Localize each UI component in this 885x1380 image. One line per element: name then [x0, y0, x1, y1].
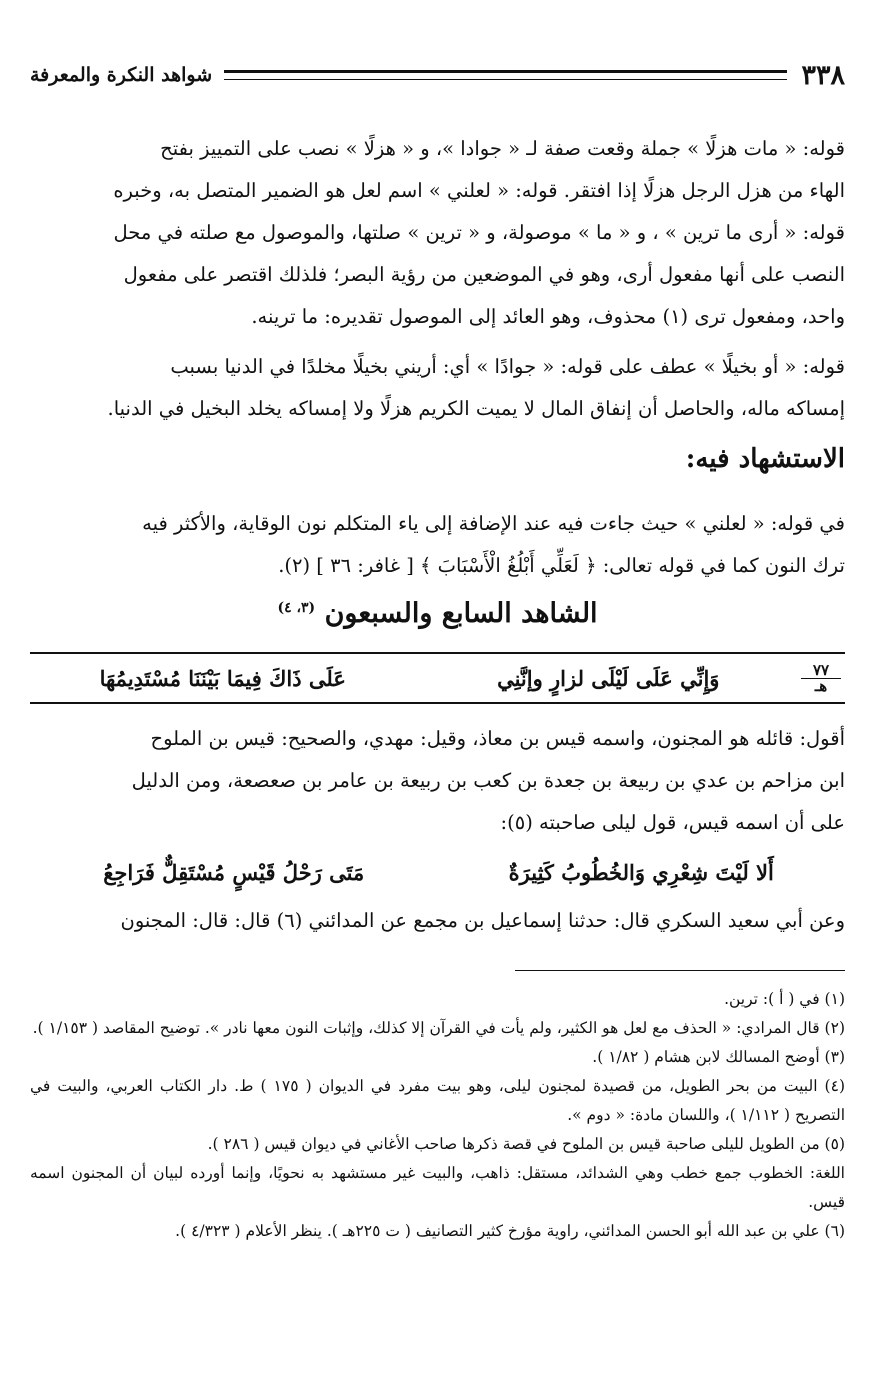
footnote-5: (٥) من الطويل لليلى صاحبة قيس بن الملوح في قصة ذكرها صاحب الأغاني في ديوان قيس ( ٢٨٦ ). — [207, 1135, 845, 1153]
poem-verse — [30, 851, 845, 893]
footnote-5-language-note: اللغة: الخطوب جمع خطب وهي الشدائد، مستقل: ذاهب، والبيت غير مستشهد به نحويًا، وإنما أورده لبيان أن المجنون اسمه قيس. — [30, 1164, 845, 1211]
text-line: ترك النون كما في قوله تعالى: ﴿ لَعَلِّي أَبْلُغُ الْأَسْبَابَ ﴾ [ غافر: ٣٦ ] (٢). — [278, 554, 845, 577]
text-line: النصب على أنها مفعول أرى، وهو في الموضعين من رؤية البصر؛ فلذلك اقتصر على مفعول — [123, 263, 845, 286]
verse-77 — [30, 652, 845, 704]
text-line: الهاء من هزل الرجل هزلًا إذا افتقر. قوله: « لعلني » اسم لعل هو الضمير المتصل به، وخبره — [113, 179, 845, 202]
first-hemistich: وَإِنِّي عَلَى لَيْلَى لزارٍ وإنَّنِي — [497, 665, 720, 691]
text-line-content: أقول: قائله هو المجنون، واسمه قيس بن معاذ، وقيل: مهدي، والصحيح: قيس بن الملوح — [150, 727, 845, 750]
running-title: شواهد النكرة والمعرفة — [30, 64, 213, 86]
footnote-3: (٣) أوضح المسالك لابن هشام ( ١/٨٢ ). — [592, 1048, 845, 1066]
footnotes — [30, 985, 845, 1246]
verse-number — [801, 660, 845, 695]
text-line: قوله: « أو بخيلًا » عطف على قوله: « جوادًا » أي: أريني بخيلًا مخلدًا في الدنيا بسبب — [170, 355, 845, 378]
footnote-4: (٤) البيت من بحر الطويل، من قصيدة لمجنون ليلى، وهو بيت مفرد في الديوان ( ١٧٥ ) ط. دار الكتاب العربي، والبيت في التصريح ( ١/١١٢ )، واللسان مادة: « دوم ». — [30, 1077, 845, 1124]
header-rule — [224, 70, 787, 80]
text-line: ابن مزاحم بن عدي بن ربيعة بن جعدة بن كعب بن ربيعة بن عامر بن صعصعة، ومن الدليل — [131, 769, 845, 792]
paragraph-5: وعن أبي سعيد السكري قال: حدثنا إسماعيل بن مجمع عن المدائني (٦) قال: قال: المجنون — [120, 909, 845, 932]
witness-title-text: الشاهد السابع والسبعون — [324, 598, 598, 629]
page-number: ٣٣٨ — [801, 59, 845, 91]
book-page — [30, 0, 845, 1380]
section-heading: الاستشهاد فيه: — [685, 444, 845, 474]
footnote-2: (٢) قال المرادي: « الحذف مع لعل هو الكثير، ولم يأت في القرآن إلا كذلك، وإثبات النون معها نادر ». توضيح المقاصد ( ١/١٥٣ ). — [32, 1019, 845, 1037]
verse-meter-mark: هـ — [814, 676, 828, 695]
witness-footnote-refs: (٣، ٤) — [277, 600, 316, 616]
text-line: قوله: « مات هزلًا » جملة وقعت صفة لـ « جوادا »، و « هزلًا » نصب على التمييز بفتح — [160, 137, 845, 160]
footnote-6: (٦) علي بن عبد الله أبو الحسن المدائني، راوية مؤرخ كثير التصانيف ( ت ٢٢٥هـ ). ينظر الأعلام ( ٤/٣٢٣ ). — [175, 1222, 845, 1240]
text-line: في قوله: « لعلني » حيث جاءت فيه عند الإضافة إلى ياء المتكلم نون الوقاية، والأكثر فيه — [142, 512, 845, 535]
second-hemistich: عَلَى ذَاكَ فِيمَا بَيْنَنَا مُسْتَدِيمُهَا — [99, 665, 346, 691]
footnote-separator — [515, 970, 845, 971]
running-header — [30, 55, 845, 95]
text-line: واحد، ومفعول ترى (١) محذوف، وهو العائد إلى الموصول تقديره: ما ترينه. — [251, 305, 845, 328]
text-line: إمساكه ماله، والحاصل أن إنفاق المال لا يميت الكريم هزلًا ولا إمساكه يخلد البخيل في الدنيا. — [107, 397, 845, 420]
text-line: قوله: « أرى ما ترين » ، و « ما » موصولة، و « ترين » صلتها، والموصول مع صلته في محل — [113, 221, 845, 244]
footnote-1: (١) في ( أ ): ترين. — [724, 990, 845, 1008]
witness-title — [30, 598, 845, 629]
text-line — [30, 718, 845, 759]
first-hemistich: أَلا لَيْتَ شِعْرِي وَالخُطُوبُ كَثِيرَةٌ — [508, 859, 774, 885]
verse-number-value: ٧٧ — [801, 663, 841, 679]
second-hemistich: مَتَى رَحْلُ قَيْسٍ مُسْتَقِلٌّ فَرَاجِعُ — [103, 859, 365, 885]
text-line: على أن اسمه قيس، قول ليلى صاحبته (٥): — [500, 811, 845, 834]
